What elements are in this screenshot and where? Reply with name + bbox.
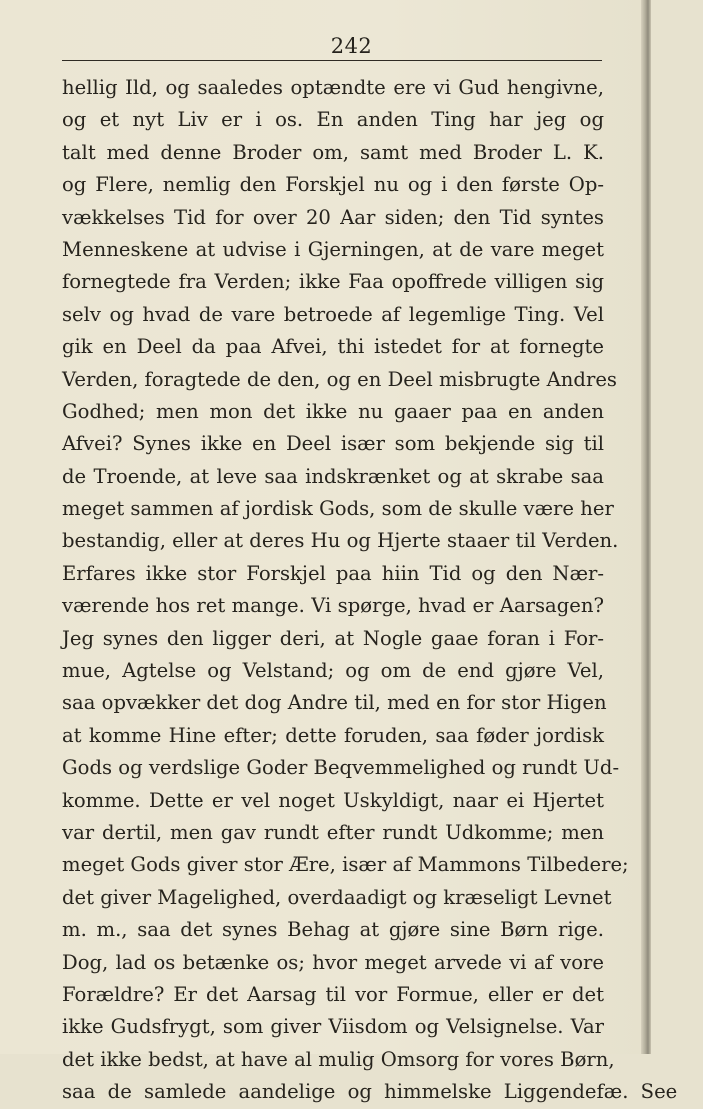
text-line: saa opvækker det dog Andre til, med en for stor Higen: [62, 691, 607, 715]
text-line: Godhed; men mon det ikke nu gaaer paa en anden: [62, 399, 604, 423]
text-line: gik en Deel da paa Afvei, thi istedet for at fornegte: [62, 335, 604, 359]
body-text: [62, 72, 678, 1109]
text-line: talt med denne Broder om, samt med Broder L. K.: [62, 140, 604, 164]
text-line: Verden, foragtede de den, og en Deel misbrugte Andres: [62, 367, 617, 391]
text-line: Jeg synes den ligger deri, at Nogle gaae foran i For-: [62, 626, 604, 650]
text-line: komme. Dette er vel noget Uskyldigt, naar ei Hjertet: [62, 788, 604, 812]
text-line: ikke Gudsfrygt, som giver Viisdom og Velsignelse. Var: [62, 1015, 604, 1039]
text-line: var dertil, men gav rundt efter rundt Udkomme; men: [62, 820, 604, 844]
text-line: og Flere, nemlig den Forskjel nu og i den første Op-: [62, 173, 604, 197]
text-line: saa de samlede aandelige og himmelske Liggendefæ. See: [62, 1080, 678, 1104]
text-line: de Troende, at leve saa indskrænket og at skrabe saa: [62, 464, 604, 488]
page-number: 242: [330, 34, 373, 58]
text-line: selv og hvad de vare betroede af legemlige Ting. Vel: [62, 302, 604, 326]
header-rule: [62, 60, 602, 61]
text-line: det ikke bedst, at have al mulig Omsorg for vores Børn,: [62, 1047, 615, 1071]
text-line: meget Gods giver stor Ære, især af Mammons Tilbedere;: [62, 853, 629, 877]
page-edge-shadow: [641, 0, 651, 1054]
text-line: hellig Ild, og saaledes optændte ere vi Gud hengivne,: [62, 76, 604, 99]
text-line: og et nyt Liv er i os. En anden Ting har jeg og: [62, 108, 604, 132]
text-line: bestandig, eller at deres Hu og Hjerte staaer til Verden.: [62, 529, 619, 553]
text-line: Gods og verdslige Goder Beqvemmelighed og rundt Ud-: [62, 756, 620, 780]
text-line: meget sammen af jordisk Gods, som de skulle være her: [62, 497, 614, 521]
text-line: værende hos ret mange. Vi spørge, hvad er Aarsagen?: [62, 594, 604, 618]
text-line: Dog, lad os betænke os; hvor meget arvede vi af vore: [62, 950, 604, 974]
text-line: det giver Magelighed, overdaadigt og kræseligt Levnet: [62, 885, 612, 909]
text-line: Afvei? Synes ikke en Deel især som bekjende sig til: [62, 432, 604, 456]
text-line: vækkelses Tid for over 20 Aar siden; den Tid syntes: [62, 205, 604, 229]
text-line: Forældre? Er det Aarsag til vor Formue, eller er det: [62, 982, 604, 1006]
text-line: Erfares ikke stor Forskjel paa hiin Tid og den Nær-: [62, 561, 604, 585]
text-line: at komme Hine efter; dette foruden, saa føder jordisk: [62, 723, 604, 747]
text-line: m. m., saa det synes Behag at gjøre sine Børn rige.: [62, 918, 604, 942]
text-line: fornegtede fra Verden; ikke Faa opoffrede villigen sig: [62, 270, 604, 294]
text-line: mue, Agtelse og Velstand; og om de end gjøre Vel,: [62, 659, 604, 683]
text-line: Menneskene at udvise i Gjerningen, at de vare meget: [62, 237, 604, 261]
